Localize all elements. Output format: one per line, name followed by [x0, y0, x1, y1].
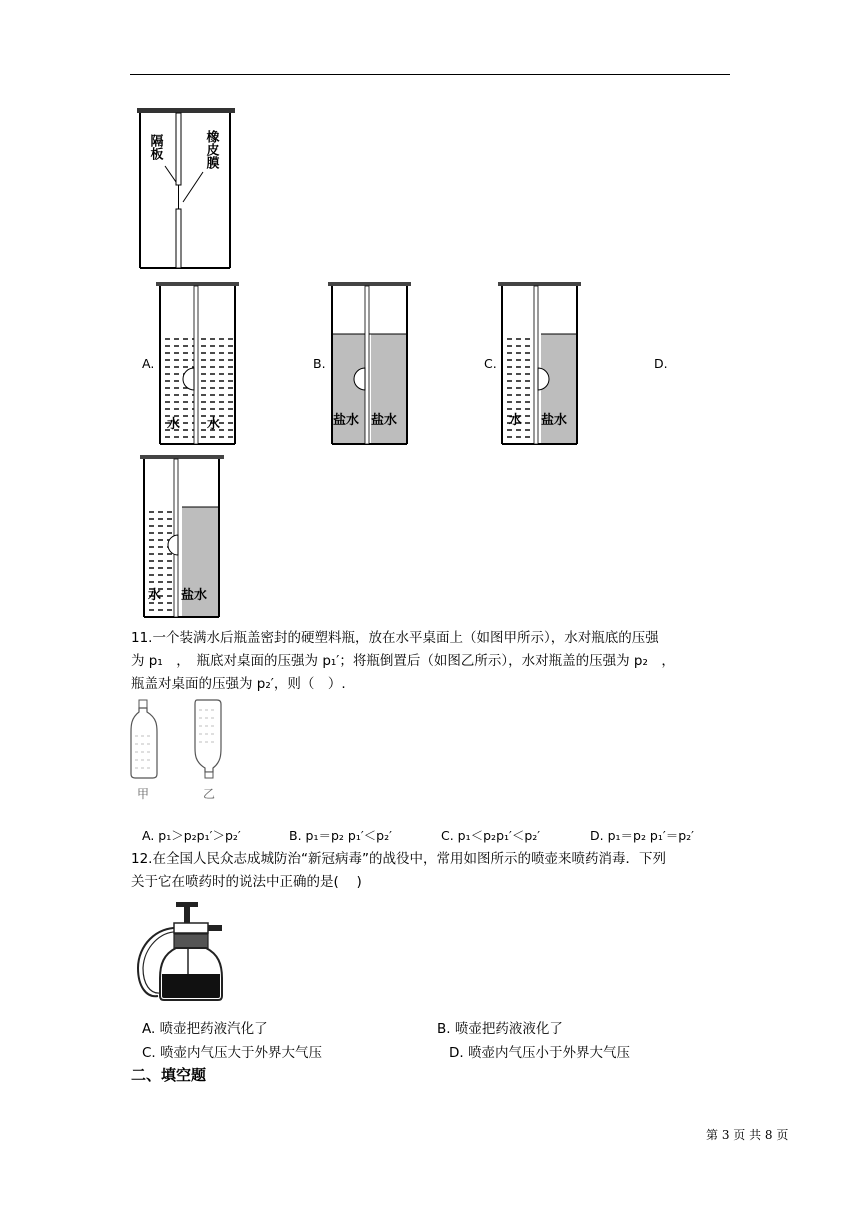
q10-option-a-label[interactable]: A. [142, 356, 155, 371]
header-rule [130, 74, 730, 75]
q12-option-b[interactable]: B. 喷壶把药液液化了 [437, 1021, 563, 1037]
q10-option-d-label[interactable]: D. [654, 356, 668, 371]
q10-option-b-label[interactable]: B. [313, 356, 326, 371]
bottles-figure [125, 696, 235, 806]
q10-c-left-liquid: 水 [509, 413, 523, 428]
q10-option-b-figure[interactable] [327, 280, 412, 446]
q12-option-a[interactable]: A. 喷壶把药液汽化了 [142, 1021, 268, 1037]
bottle-label-jia: 甲 [137, 787, 150, 801]
membrane-label: 橡皮膜 [203, 130, 219, 169]
partition-container-figure [135, 104, 245, 272]
q11-line-1: 11.一个装满水后瓶盖密封的硬塑料瓶，放在水平桌面上（如图甲所示），水对瓶底的压强 [131, 630, 659, 646]
q10-a-right-liquid: 水 [207, 417, 221, 432]
q11-line-2: 为 p₁ ， 瓶底对桌面的压强为 p₁′；将瓶倒置后（如图乙所示），水对瓶盖的压强为 p₂ ， [131, 653, 675, 669]
q11-option-d[interactable]: D. p₁＝p₂ p₁′＝p₂′ [590, 828, 695, 843]
q12-option-d[interactable]: D. 喷壶内气压小于外界大气压 [449, 1045, 630, 1061]
q11-option-a[interactable]: A. p₁＞p₂p₁′＞p₂′ [142, 828, 241, 843]
q10-option-a-figure[interactable] [155, 280, 240, 446]
page-footer: 第 3 页 共 8 页 [706, 1128, 789, 1142]
q10-d-right-liquid: 盐水 [181, 588, 208, 603]
bottle-label-yi: 乙 [203, 787, 216, 801]
q10-b-right-liquid: 盐水 [371, 413, 398, 428]
q11-option-b[interactable]: B. p₁＝p₂ p₁′＜p₂′ [289, 828, 392, 843]
q10-c-right-liquid: 盐水 [541, 413, 568, 428]
q10-a-left-liquid: 水 [167, 417, 181, 432]
q10-option-d-figure[interactable] [139, 453, 225, 625]
section-heading-fill-in: 二、填空题 [131, 1066, 207, 1084]
q12-option-c[interactable]: C. 喷壶内气压大于外界大气压 [142, 1045, 323, 1061]
q12-line-1: 12.在全国人民众志成城防治“新冠病毒”的战役中，常用如图所示的喷壶来喷药消毒．下列 [131, 851, 666, 867]
q11-line-3: 瓶盖对桌面的压强为 p₂′，则（ ）. [131, 676, 346, 692]
q12-line-2: 关于它在喷药时的说法中正确的是( ) [131, 874, 362, 890]
partition-label: 隔板 [147, 134, 163, 160]
q10-option-c-figure[interactable] [497, 280, 582, 446]
q10-d-left-liquid: 水 [148, 588, 162, 603]
q10-b-left-liquid: 盐水 [333, 413, 360, 428]
q11-option-c[interactable]: C. p₁＜p₂p₁′＜p₂′ [441, 828, 541, 843]
q10-option-c-label[interactable]: C. [484, 356, 497, 371]
sprayer-figure [132, 896, 242, 1006]
